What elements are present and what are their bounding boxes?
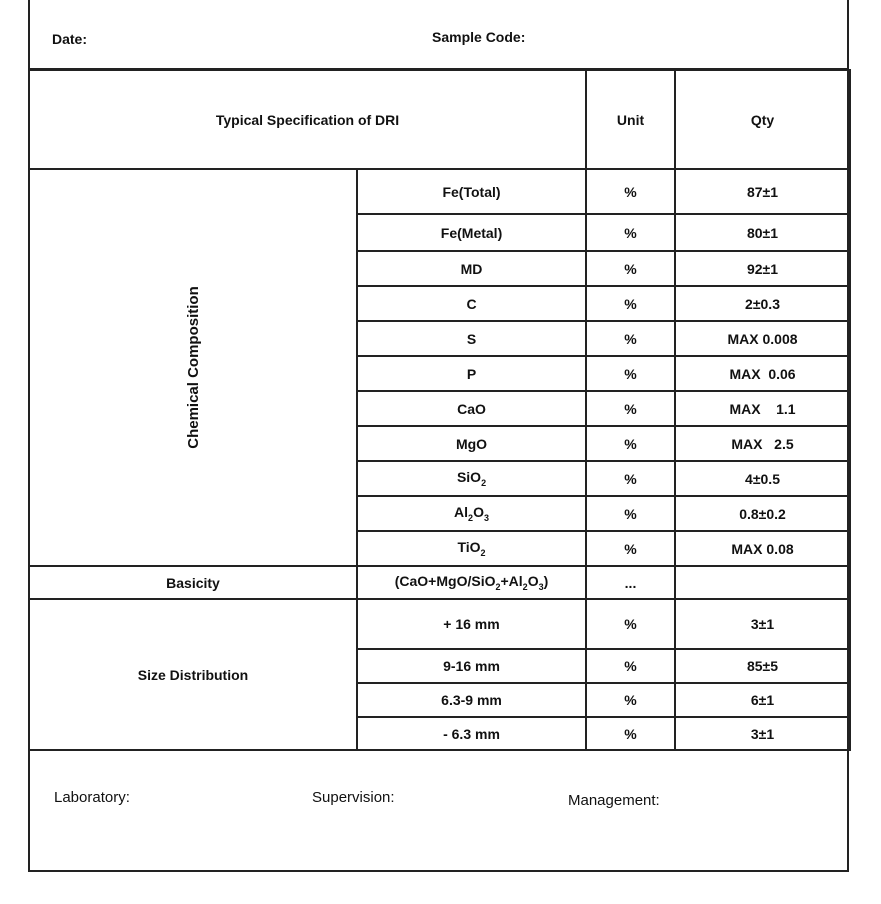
param-cell: 9-16 mm bbox=[357, 649, 586, 683]
unit-cell: % bbox=[586, 461, 675, 496]
param-cell: MD bbox=[357, 251, 586, 286]
param-cell: Fe(Metal) bbox=[357, 214, 586, 251]
param-cell: $Al_2O_3$ bbox=[357, 496, 586, 531]
param-cell: SiO$_2$ bbox=[357, 461, 586, 496]
table-title: Typical Specification of DRI bbox=[29, 70, 586, 169]
param-cell: C bbox=[357, 286, 586, 321]
param-cell: S bbox=[357, 321, 586, 356]
qty-cell: 3±1 bbox=[675, 717, 850, 750]
basicity-label: Basicity bbox=[29, 566, 357, 599]
table-row bbox=[29, 599, 850, 649]
unit-cell: % bbox=[586, 599, 675, 649]
qty-cell: MAX 2.5 bbox=[675, 426, 850, 461]
unit-cell: % bbox=[586, 356, 675, 391]
table-header-row bbox=[29, 70, 850, 169]
qty-cell: MAX 0.06 bbox=[675, 356, 850, 391]
unit-header: Unit bbox=[586, 70, 675, 169]
param-cell: MgO bbox=[357, 426, 586, 461]
qty-cell: 2±0.3 bbox=[675, 286, 850, 321]
chemical-composition-cell bbox=[29, 169, 357, 566]
unit-cell: % bbox=[586, 496, 675, 531]
chemical-composition-label: Chemical Composition bbox=[184, 286, 202, 449]
date-label: Date: bbox=[52, 31, 88, 47]
qty-cell: 92±1 bbox=[675, 251, 850, 286]
qty-header: Qty bbox=[675, 70, 850, 169]
qty-cell: MAX 0.08 bbox=[675, 531, 850, 566]
qty-cell: 0.8±0.2 bbox=[675, 496, 850, 531]
param-cell: + 16 mm bbox=[357, 599, 586, 649]
unit-cell: % bbox=[586, 214, 675, 251]
unit-cell: % bbox=[586, 717, 675, 750]
unit-cell: % bbox=[586, 683, 675, 717]
param-cell: - 6.3 mm bbox=[357, 717, 586, 750]
unit-cell: % bbox=[586, 426, 675, 461]
basicity-unit: ... bbox=[586, 566, 675, 599]
table-row bbox=[29, 169, 850, 214]
qty-cell: MAX 0.008 bbox=[675, 321, 850, 356]
unit-cell: % bbox=[586, 531, 675, 566]
qty-cell: 87±1 bbox=[675, 169, 850, 214]
basicity-formula: $(CaO+MgO/SiO_2+Al_2O_3)$ bbox=[357, 566, 586, 599]
unit-cell: % bbox=[586, 286, 675, 321]
param-cell: 6.3-9 mm bbox=[357, 683, 586, 717]
qty-cell: 85±5 bbox=[675, 649, 850, 683]
laboratory-label: Laboratory: bbox=[54, 789, 130, 806]
param-cell: P bbox=[357, 356, 586, 391]
specification-table bbox=[28, 69, 851, 751]
sample-code-label: Sample Code: bbox=[432, 29, 526, 45]
size-distribution-label: Size Distribution bbox=[29, 599, 357, 750]
basicity-row bbox=[29, 566, 850, 599]
param-cell: Fe(Total) bbox=[357, 169, 586, 214]
qty-cell: 3±1 bbox=[675, 599, 850, 649]
param-cell: TiO$_2$ bbox=[357, 531, 586, 566]
qty-cell: 6±1 bbox=[675, 683, 850, 717]
param-cell: CaO bbox=[357, 391, 586, 426]
qty-cell: 80±1 bbox=[675, 214, 850, 251]
qty-cell: MAX 1.1 bbox=[675, 391, 850, 426]
management-label: Management: bbox=[568, 792, 660, 809]
unit-cell: % bbox=[586, 391, 675, 426]
supervision-label: Supervision: bbox=[312, 789, 395, 806]
basicity-qty bbox=[675, 566, 850, 599]
unit-cell: % bbox=[586, 649, 675, 683]
unit-cell: % bbox=[586, 251, 675, 286]
qty-cell: 4±0.5 bbox=[675, 461, 850, 496]
unit-cell: % bbox=[586, 169, 675, 214]
unit-cell: % bbox=[586, 321, 675, 356]
